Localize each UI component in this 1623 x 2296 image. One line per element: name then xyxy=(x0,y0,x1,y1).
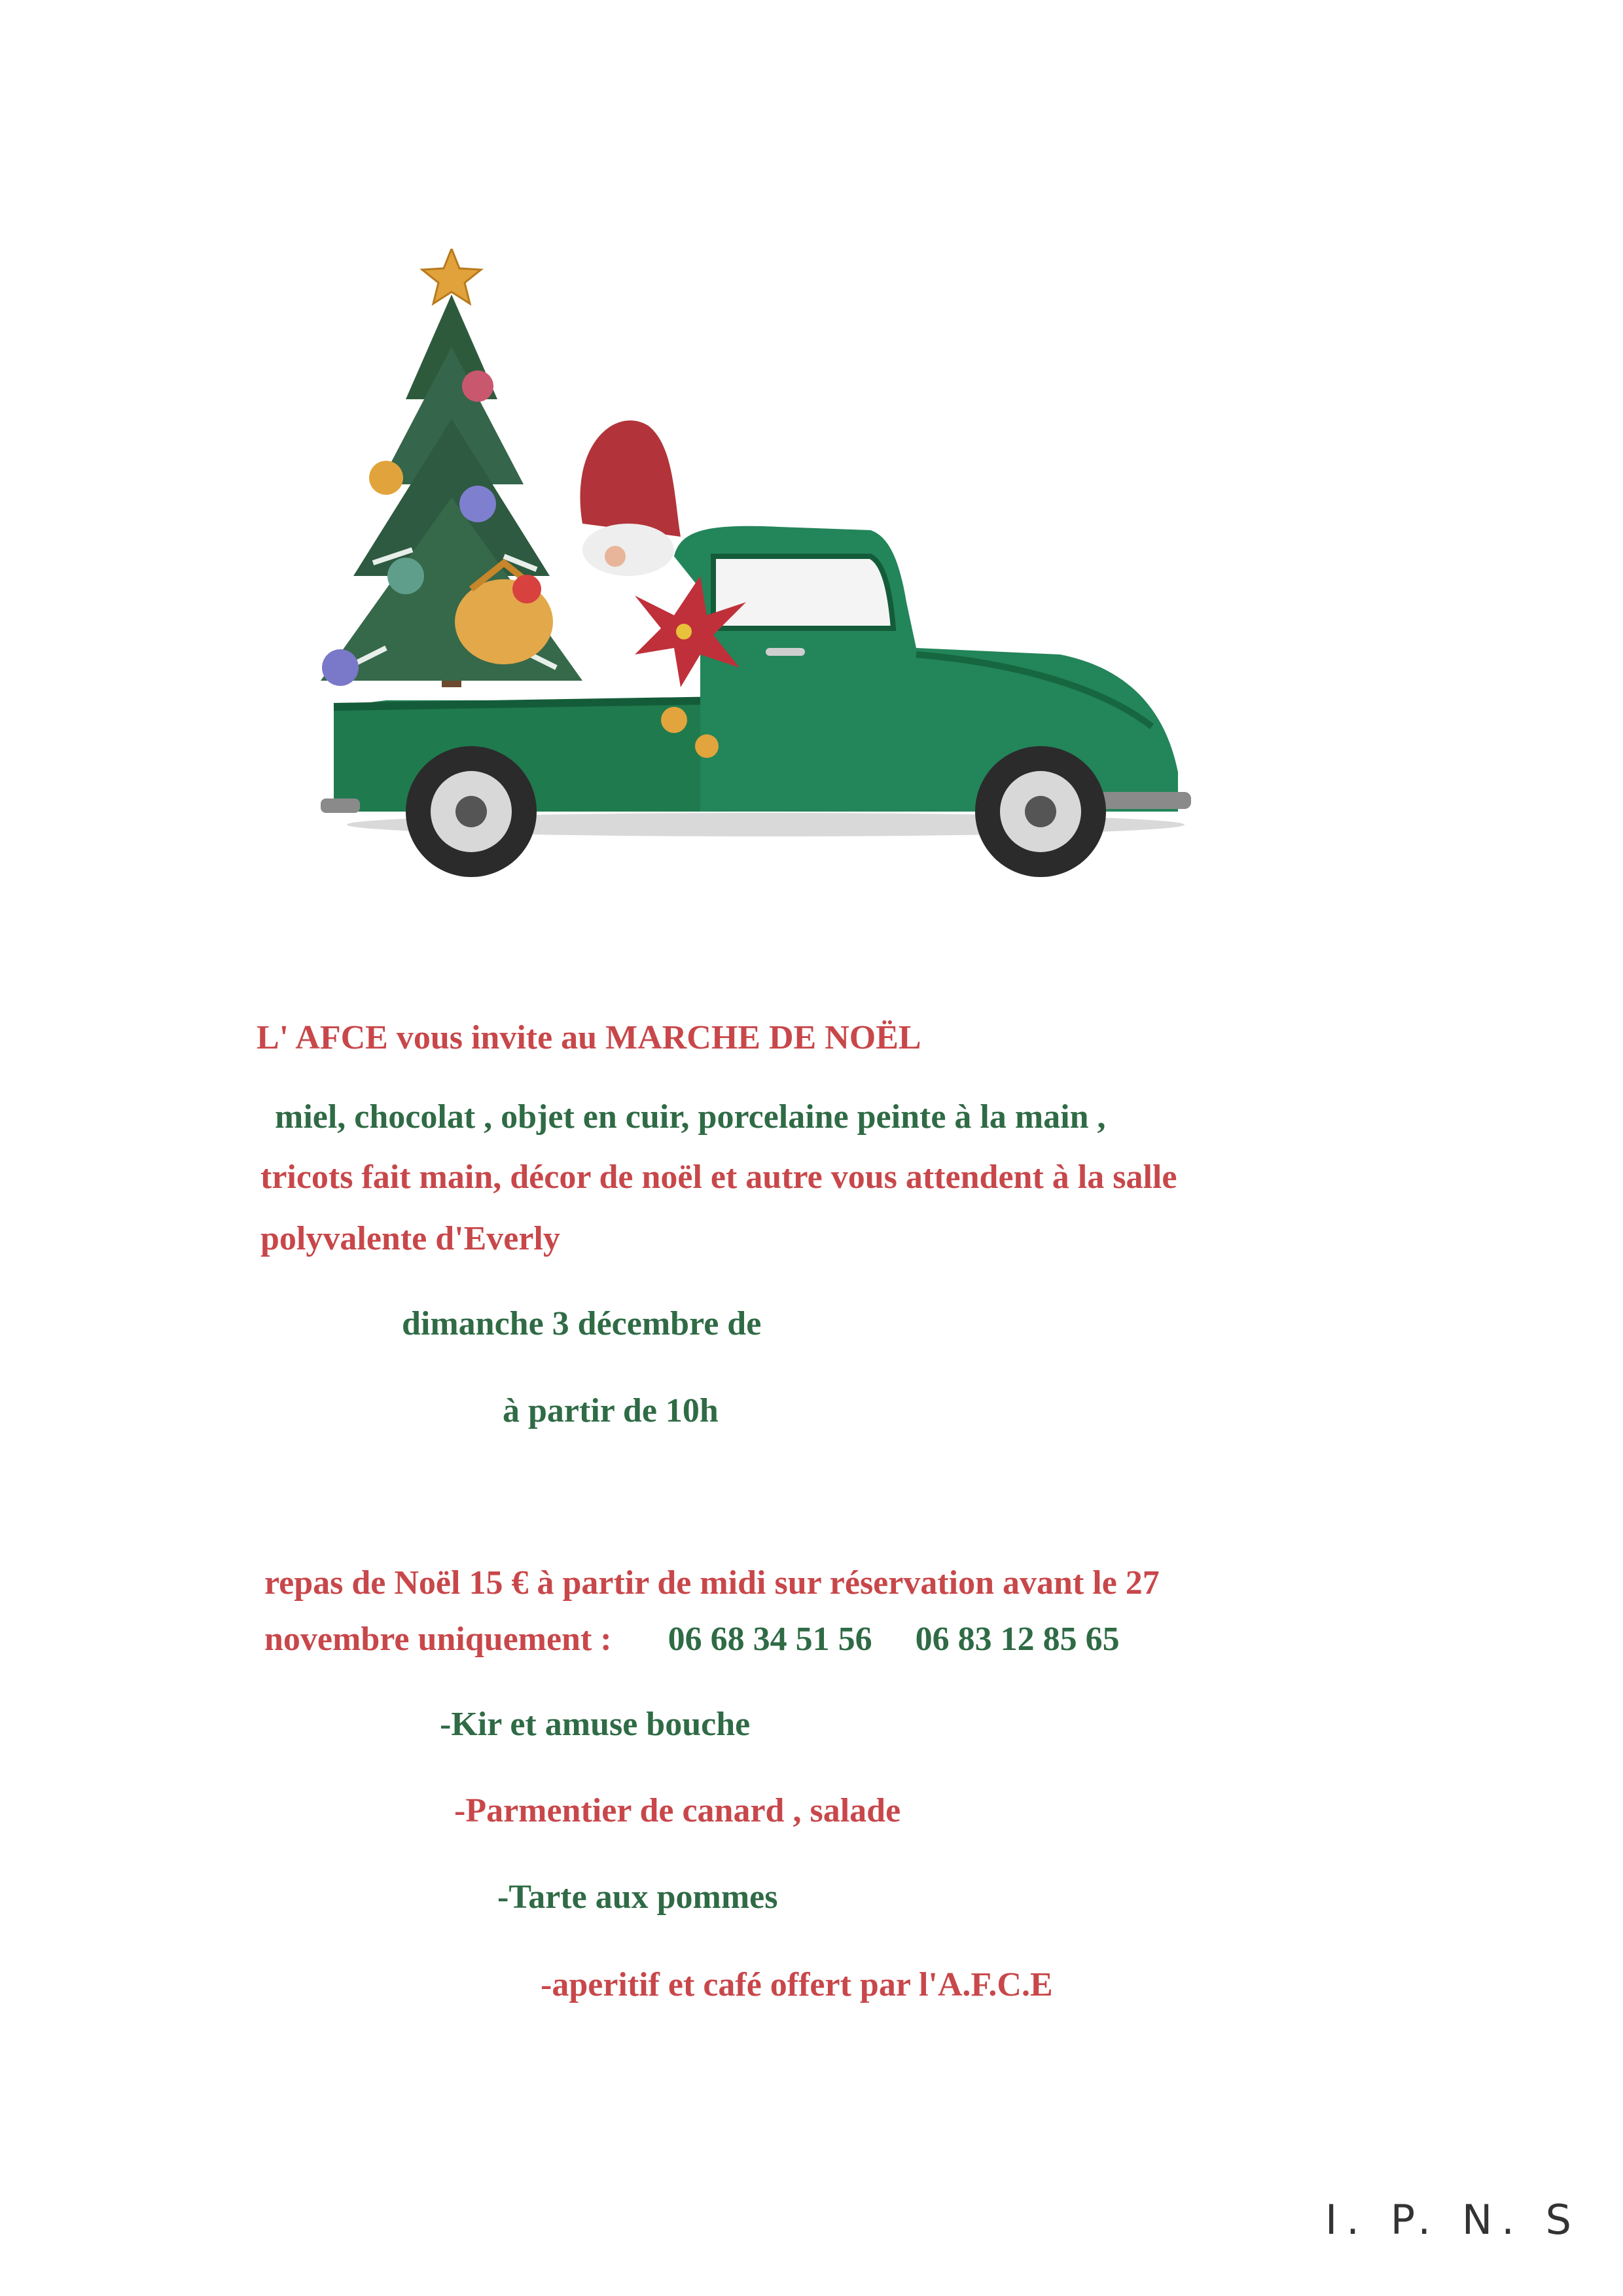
menu-item-1: -Kir et amuse bouche xyxy=(440,1706,751,1743)
gnome xyxy=(580,420,681,576)
front-wheel xyxy=(975,746,1106,877)
christmas-truck-illustration xyxy=(308,249,1217,877)
reservation-label: novembre uniquement : xyxy=(264,1621,612,1658)
products-line-3: polyvalente d'Everly xyxy=(260,1220,560,1257)
event-date: dimanche 3 décembre de xyxy=(402,1305,762,1342)
phone-number-2: 06 83 12 85 65 xyxy=(915,1621,1120,1658)
meal-line-1: repas de Noël 15 € à partir de midi sur réservation avant le 27 xyxy=(264,1564,1160,1602)
invitation-heading xyxy=(257,1018,921,1058)
rear-wheel xyxy=(406,746,537,877)
products-line-2: tricots fait main, décor de noël et autre vous attendent à la salle xyxy=(260,1158,1177,1196)
products-line-1: miel, chocolat , objet en cuir, porcelaine peinte à la main , xyxy=(275,1098,1106,1136)
phone-number-1: 06 68 34 51 56 xyxy=(668,1621,872,1658)
menu-item-2: -Parmentier de canard , salade xyxy=(454,1792,901,1829)
event-time: à partir de 10h xyxy=(503,1392,719,1429)
ipns-mark: I. P. N. S xyxy=(1325,2196,1580,2244)
event-name: MARCHE DE NOËL xyxy=(605,1019,921,1056)
menu-item-4: -aperitif et café offert par l'A.F.C.E xyxy=(541,1966,1053,2003)
menu-item-3: -Tarte aux pommes xyxy=(497,1878,778,1916)
meal-line-2 xyxy=(264,1619,1120,1660)
invitation-intro: L' AFCE vous invite au xyxy=(257,1019,597,1056)
